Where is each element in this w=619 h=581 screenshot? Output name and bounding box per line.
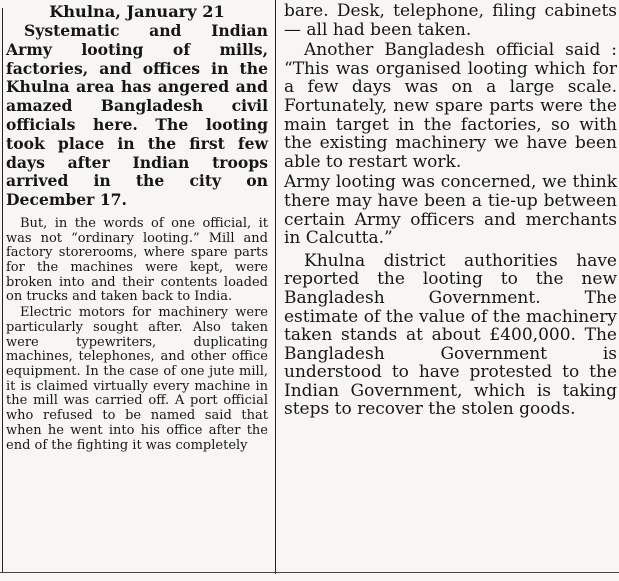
right-column xyxy=(284,2,617,419)
body-section-small xyxy=(6,217,268,453)
paragraph-official-quote: But, in the words of one official, it was not “ordinary looting.” Mill and factory storerooms, where spare parts for the machines were kept, were broken into and their contents loaded on trucks and taken back to India. xyxy=(6,215,268,305)
paragraph-another-official: Another Bangladesh official said : “This was organised looting which for a few days was on a large scale. Fortunately, new spare parts were the main target in the factories, so with the existing machinery we have been able to restart work. xyxy=(284,40,617,172)
left-column xyxy=(6,2,268,453)
lead-section xyxy=(6,22,268,210)
paragraph-district-authorities: Khulna district authorities have reported the looting to the new Bangladesh Government. The estimate of the value of the machinery taken stands at about £400,000. The Bangladesh Government is understood to have protested to the Indian Government, which is taking steps to recover the stolen goods. xyxy=(284,250,617,420)
paragraph-electric-motors: Electric motors for machinery were particularly sought after. Also taken were typewriters, duplicating machines, telephones, and other office equipment. In the case of one jute mill, it is claimed virtually every machine in the mill was carried off. A port official who refused to be named said that when he went into his office after the end of the fighting it was completely xyxy=(6,305,268,453)
paragraph-army-looting: Army looting was concerned, we think there may have been a tie-up between certain Army officers and merchants in Calcutta.” xyxy=(284,172,617,249)
bottom-rule xyxy=(0,572,619,573)
lead-paragraph: Systematic and Indian Army looting of mills, factories, and offices in the Khulna area has angered and amazed Bangladesh civil officials here. The looting took place in the first few days after Indian troops arrived in the city on December 17. xyxy=(6,21,268,210)
paragraph-continuation: bare. Desk, telephone, filing cabinets — all had been taken. xyxy=(284,1,617,40)
column-divider-rule xyxy=(275,0,276,574)
dateline: Khulna, January 21 xyxy=(49,2,225,21)
left-column-rule xyxy=(2,8,3,573)
